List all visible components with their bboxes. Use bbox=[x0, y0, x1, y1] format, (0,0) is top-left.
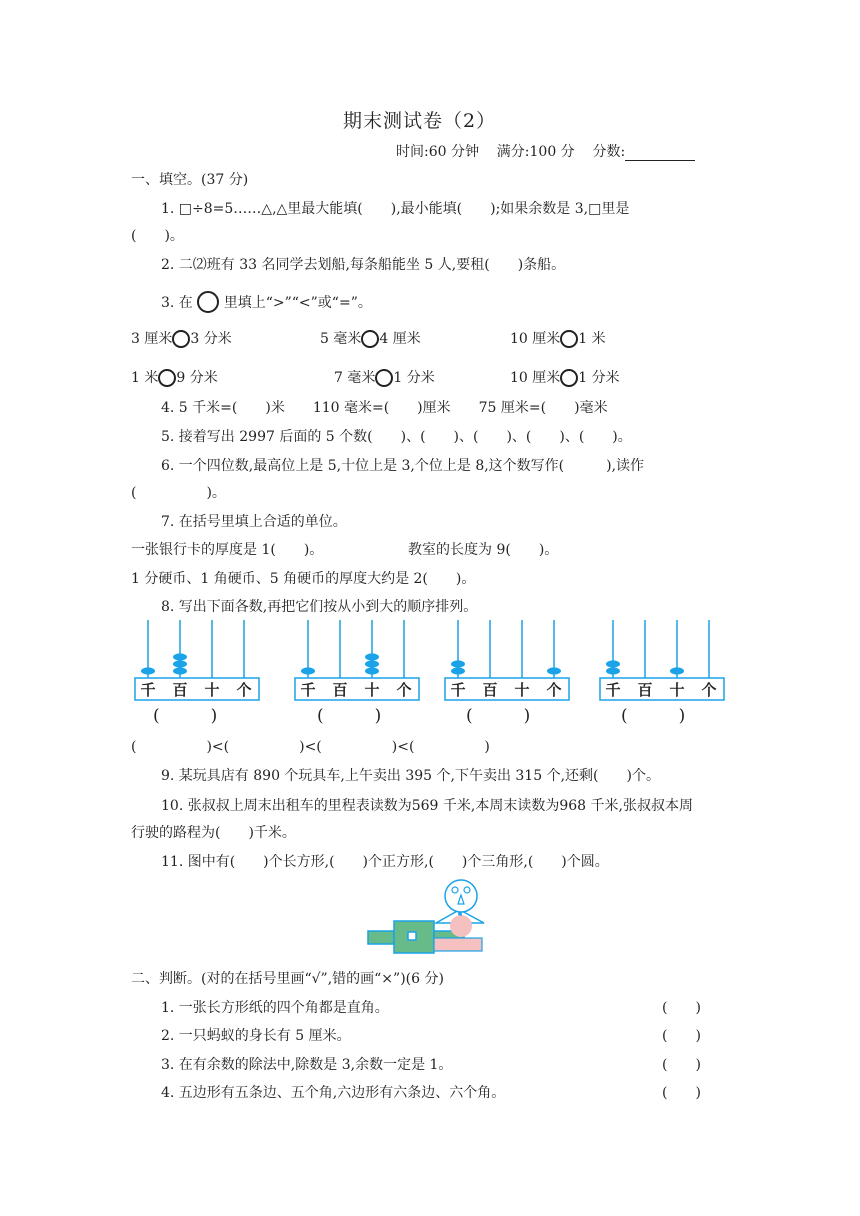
abacus-bead bbox=[451, 660, 465, 667]
abacus-place-label: 千 bbox=[605, 681, 621, 699]
abacus-bead bbox=[451, 667, 465, 674]
abacus-bead bbox=[173, 667, 187, 674]
question-6a: 6. 一个四位数,最高位上是 5,十位上是 3,个位上是 8,这个数写作( ),读作 bbox=[161, 458, 645, 474]
section2-heading: 二、判断。(对的在括号里画“√”,错的画“×”)(6 分) bbox=[131, 971, 444, 987]
abacus-answer[interactable]: ( ) bbox=[153, 706, 218, 726]
compare-item: 10 厘米 1 米 bbox=[510, 331, 606, 347]
abacus-place-label: 十 bbox=[364, 681, 380, 699]
pink-rectangle bbox=[434, 938, 482, 951]
abacus-place-label: 百 bbox=[482, 681, 498, 699]
judge-item: 1. 一张长方形纸的四个角都是直角。 bbox=[161, 1000, 389, 1016]
abacus-bead bbox=[365, 660, 379, 667]
small-square bbox=[408, 932, 416, 940]
judge-item: 2. 一只蚂蚁的身长有 5 厘米。 bbox=[161, 1028, 351, 1044]
section1-heading: 一、填空。(37 分) bbox=[131, 172, 249, 188]
abacus-bead bbox=[365, 653, 379, 660]
compare-circle[interactable] bbox=[375, 369, 393, 387]
score-blank[interactable] bbox=[625, 146, 695, 161]
question-7c: 1 分硬币、1 角硬币、5 角硬币的厚度大约是 2( )。 bbox=[131, 571, 476, 587]
small-rectangle bbox=[368, 931, 394, 944]
abacus-place-label: 十 bbox=[514, 681, 530, 699]
question-9: 9. 某玩具店有 890 个玩具车,上午卖出 395 个,下午卖出 315 个,还剩( )个。 bbox=[161, 768, 660, 784]
page-title: 期末测试卷（2） bbox=[343, 110, 497, 132]
compare-circle-icon bbox=[197, 291, 219, 313]
abacus-bead bbox=[365, 667, 379, 674]
time-limit: 时间:60 分钟 bbox=[396, 144, 479, 160]
judge-item: 3. 在有余数的除法中,除数是 3,余数一定是 1。 bbox=[161, 1057, 453, 1073]
abacus-bead bbox=[301, 667, 315, 674]
shapes-figure bbox=[366, 878, 496, 956]
question-10b: 行驶的路程为( )千米。 bbox=[131, 825, 296, 841]
abacus-place-label: 十 bbox=[204, 681, 220, 699]
judge-item: 4. 五边形有五条边、五个角,六边形有六条边、六个角。 bbox=[161, 1085, 506, 1101]
abacus-place-label: 百 bbox=[172, 681, 188, 699]
compare-item: 5 毫米 4 厘米 bbox=[320, 331, 421, 347]
abacus-bead bbox=[670, 667, 684, 674]
question-7: 7. 在括号里填上合适的单位。 bbox=[161, 514, 347, 530]
judge-paren[interactable]: ( ) bbox=[662, 1028, 701, 1044]
compare-item: 1 米 9 分米 bbox=[131, 370, 218, 386]
eye-circle bbox=[452, 887, 458, 893]
compare-circle[interactable] bbox=[560, 369, 578, 387]
abacus-place-label: 千 bbox=[140, 681, 156, 699]
compare-circle[interactable] bbox=[158, 369, 176, 387]
question-1b: ( )。 bbox=[131, 228, 184, 244]
abacus-place-label: 千 bbox=[450, 681, 466, 699]
pink-circle bbox=[450, 915, 472, 937]
abacus-bead bbox=[606, 667, 620, 674]
question-1a: 1. □÷8=5……△,△里最大能填( ),最小能填( );如果余数是 3,□里是 bbox=[161, 201, 630, 217]
abacus-place-label: 百 bbox=[332, 681, 348, 699]
judge-paren[interactable]: ( ) bbox=[662, 1057, 701, 1073]
question-6b: ( )。 bbox=[131, 485, 226, 501]
question-7b: 教室的长度为 9( )。 bbox=[408, 542, 559, 558]
abacus-place-label: 个 bbox=[396, 681, 412, 699]
judge-paren[interactable]: ( ) bbox=[662, 1085, 701, 1101]
question-8: 8. 写出下面各数,再把它们按从小到大的顺序排列。 bbox=[161, 599, 478, 615]
abacus-place-label: 个 bbox=[546, 681, 562, 699]
abacus-answer[interactable]: ( ) bbox=[466, 706, 531, 726]
abacus-place-label: 千 bbox=[300, 681, 316, 699]
question-7a: 一张银行卡的厚度是 1( )。 bbox=[131, 542, 324, 558]
full-score: 满分:100 分 bbox=[496, 144, 575, 160]
question-11: 11. 图中有( )个长方形,( )个正方形,( )个三角形,( )个圆。 bbox=[161, 854, 609, 870]
abacus-answer[interactable]: ( ) bbox=[317, 706, 382, 726]
judge-paren[interactable]: ( ) bbox=[662, 1000, 701, 1016]
abacus-bead bbox=[141, 667, 155, 674]
compare-item: 3 厘米 3 分米 bbox=[131, 331, 232, 347]
abacus-place-label: 个 bbox=[236, 681, 252, 699]
compare-circle[interactable] bbox=[172, 330, 190, 348]
compare-circle[interactable] bbox=[361, 330, 379, 348]
eye-circle bbox=[464, 887, 470, 893]
abacus-bead bbox=[547, 667, 561, 674]
score-label: 分数: bbox=[592, 144, 626, 160]
question-10a: 10. 张叔叔上周末出租车的里程表读数为569 千米,本周末读数为968 千米,张叔叔本周 bbox=[161, 798, 693, 814]
abacus-place-label: 十 bbox=[669, 681, 685, 699]
compare-circle[interactable] bbox=[560, 330, 578, 348]
question-2: 2. 二⑵班有 33 名同学去划船,每条船能坐 5 人,要租( )条船。 bbox=[161, 257, 566, 273]
order-line: ( )<( )<( )<( ) bbox=[131, 739, 490, 755]
abacus-bead bbox=[606, 660, 620, 667]
question-3: 3. 在 里填上“>”“<”或“=”。 bbox=[161, 291, 372, 313]
abacus-place-label: 百 bbox=[637, 681, 653, 699]
abacus-bead bbox=[173, 653, 187, 660]
abacus-place-label: 个 bbox=[701, 681, 717, 699]
abacus-answer[interactable]: ( ) bbox=[621, 706, 686, 726]
question-5: 5. 接着写出 2997 后面的 5 个数( )、( )、( )、( )、( )。 bbox=[161, 429, 632, 445]
compare-item: 7 毫米 1 分米 bbox=[334, 370, 435, 386]
abacus-bead bbox=[173, 660, 187, 667]
question-4: 4. 5 千米=( )米 110 毫米=( )厘米 75 厘米=( )毫米 bbox=[161, 400, 608, 416]
compare-item: 10 厘米 1 分米 bbox=[510, 370, 620, 386]
exam-meta bbox=[396, 143, 695, 161]
